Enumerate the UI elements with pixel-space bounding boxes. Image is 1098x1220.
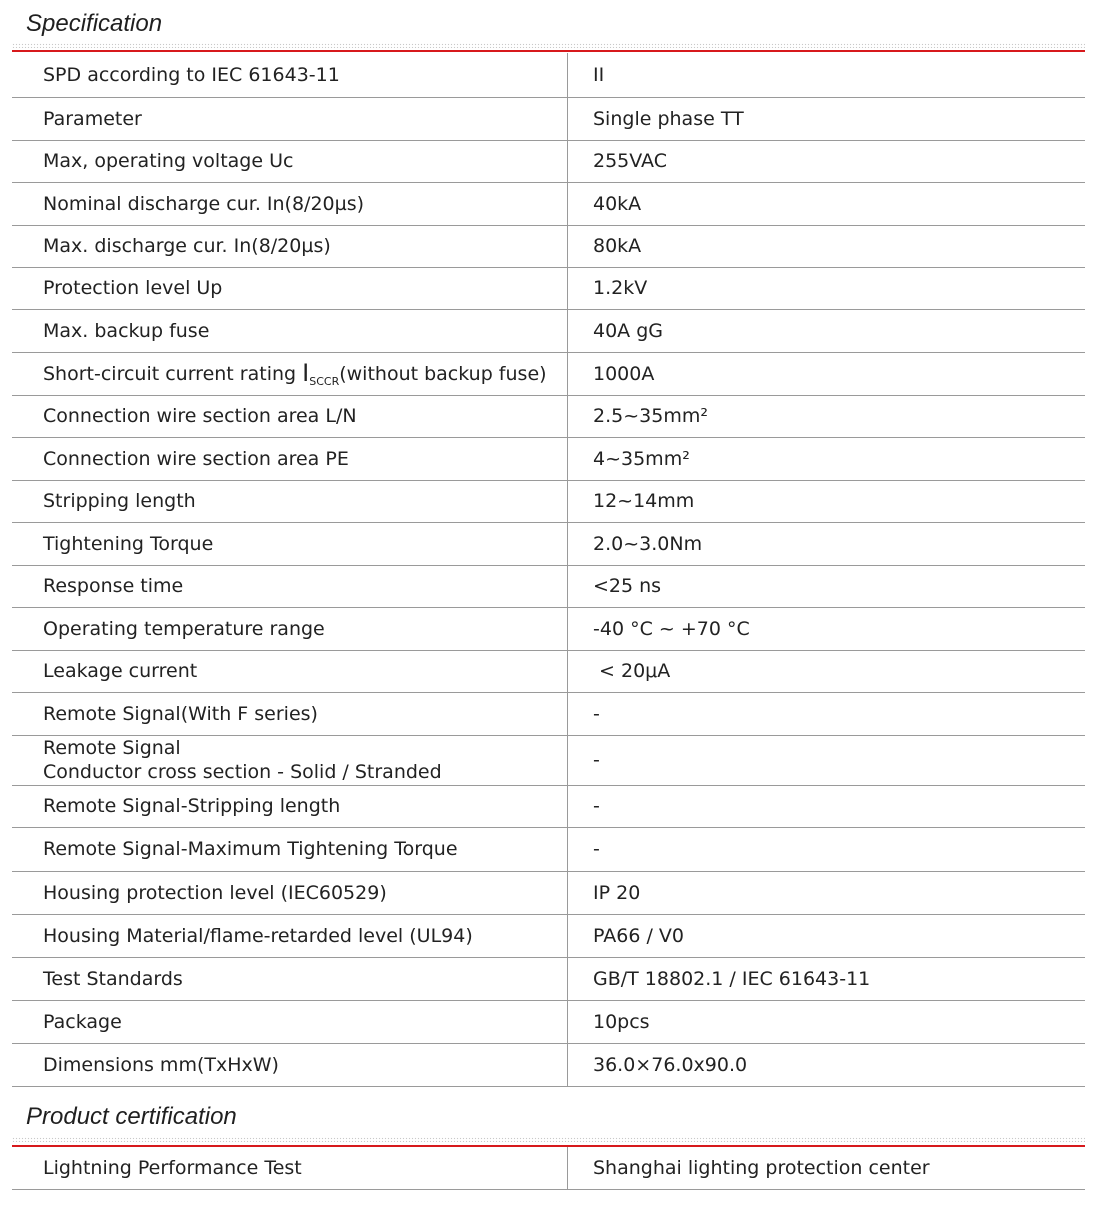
param-value: 12~14mm <box>568 480 1086 522</box>
section-divider-dots <box>12 1137 1085 1142</box>
current-symbol: I <box>302 359 310 387</box>
table-row <box>12 480 1085 522</box>
param-value: 1.2kV <box>568 267 1086 309</box>
section-divider-dots <box>12 43 1085 48</box>
param-label: Housing Material/flame-retarded level (UL94) <box>12 914 568 957</box>
table-row <box>12 1000 1085 1043</box>
param-value: Single phase TT <box>568 97 1086 140</box>
param-value: - <box>568 827 1086 871</box>
table-row <box>12 97 1085 140</box>
param-text-suffix: (without backup fuse) <box>339 363 547 385</box>
param-label: Stripping length <box>12 480 568 522</box>
param-line-2: Conductor cross section - Solid / Stranded <box>43 761 442 783</box>
table-row <box>12 692 1085 735</box>
table-row <box>12 565 1085 607</box>
param-label: Response time <box>12 565 568 607</box>
param-line-1: Remote Signal <box>43 737 181 759</box>
param-value: 255VAC <box>568 140 1086 182</box>
param-value: 40A gG <box>568 309 1086 352</box>
param-label: Connection wire section area PE <box>12 437 568 480</box>
certification-table <box>12 1147 1085 1190</box>
param-value: 10pcs <box>568 1000 1086 1043</box>
param-value: GB/T 18802.1 / IEC 61643-11 <box>568 957 1086 1000</box>
table-row <box>12 437 1085 480</box>
param-value: 80kA <box>568 225 1086 267</box>
param-value: < 20μA <box>568 650 1086 692</box>
subscript-sccr: SCCR <box>309 375 340 388</box>
section-title-specification: Specification <box>26 10 163 37</box>
param-value: - <box>568 692 1086 735</box>
section-title-product-certification: Product certification <box>26 1103 237 1130</box>
param-label: Operating temperature range <box>12 607 568 650</box>
table-row <box>12 735 1085 785</box>
param-value: 4~35mm² <box>568 437 1086 480</box>
table-row <box>12 182 1085 225</box>
param-value: 40kA <box>568 182 1086 225</box>
param-label: Remote Signal(With F series) <box>12 692 568 735</box>
table-row <box>12 914 1085 957</box>
table-row <box>12 309 1085 352</box>
param-label: Dimensions mm(TxHxW) <box>12 1043 568 1086</box>
table-row <box>12 607 1085 650</box>
param-label: Tightening Torque <box>12 522 568 565</box>
param-label: Package <box>12 1000 568 1043</box>
param-value: Shanghai lighting protection center <box>568 1147 1086 1189</box>
param-label <box>12 352 568 395</box>
table-row <box>12 225 1085 267</box>
table-row <box>12 267 1085 309</box>
param-label: Protection level Up <box>12 267 568 309</box>
table-row <box>12 650 1085 692</box>
section-divider-red <box>12 50 1085 52</box>
table-row <box>12 352 1085 395</box>
param-value: <25 ns <box>568 565 1086 607</box>
param-value: - <box>568 735 1086 785</box>
table-row <box>12 395 1085 437</box>
param-label: Lightning Performance Test <box>12 1147 568 1189</box>
param-value: 2.5~35mm² <box>568 395 1086 437</box>
table-row <box>12 1147 1085 1189</box>
param-value: IP 20 <box>568 871 1086 914</box>
specification-table <box>12 53 1085 1087</box>
param-value: 1000A <box>568 352 1086 395</box>
param-label: Connection wire section area L/N <box>12 395 568 437</box>
param-label: Housing protection level (IEC60529) <box>12 871 568 914</box>
table-row <box>12 871 1085 914</box>
param-value: 36.0×76.0x90.0 <box>568 1043 1086 1086</box>
param-label: Parameter <box>12 97 568 140</box>
table-row <box>12 1043 1085 1086</box>
table-row <box>12 785 1085 827</box>
table-row <box>12 522 1085 565</box>
param-label: Remote Signal-Maximum Tightening Torque <box>12 827 568 871</box>
table-row <box>12 140 1085 182</box>
param-label: Nominal discharge cur. In(8/20µs) <box>12 182 568 225</box>
param-label: Max, operating voltage Uc <box>12 140 568 182</box>
table-row <box>12 957 1085 1000</box>
param-label: Leakage current <box>12 650 568 692</box>
param-label: Remote Signal-Stripping length <box>12 785 568 827</box>
param-value: -40 °C ~ +70 °C <box>568 607 1086 650</box>
param-text: Short-circuit current rating <box>43 363 303 385</box>
param-value: PA66 / V0 <box>568 914 1086 957</box>
param-label: Max. backup fuse <box>12 309 568 352</box>
param-value: - <box>568 785 1086 827</box>
param-value: 2.0~3.0Nm <box>568 522 1086 565</box>
param-value: II <box>568 53 1086 97</box>
param-label <box>12 735 568 785</box>
table-row <box>12 53 1085 97</box>
table-row <box>12 827 1085 871</box>
param-label: Test Standards <box>12 957 568 1000</box>
param-label: Max. discharge cur. In(8/20µs) <box>12 225 568 267</box>
param-label: SPD according to IEC 61643-11 <box>12 53 568 97</box>
